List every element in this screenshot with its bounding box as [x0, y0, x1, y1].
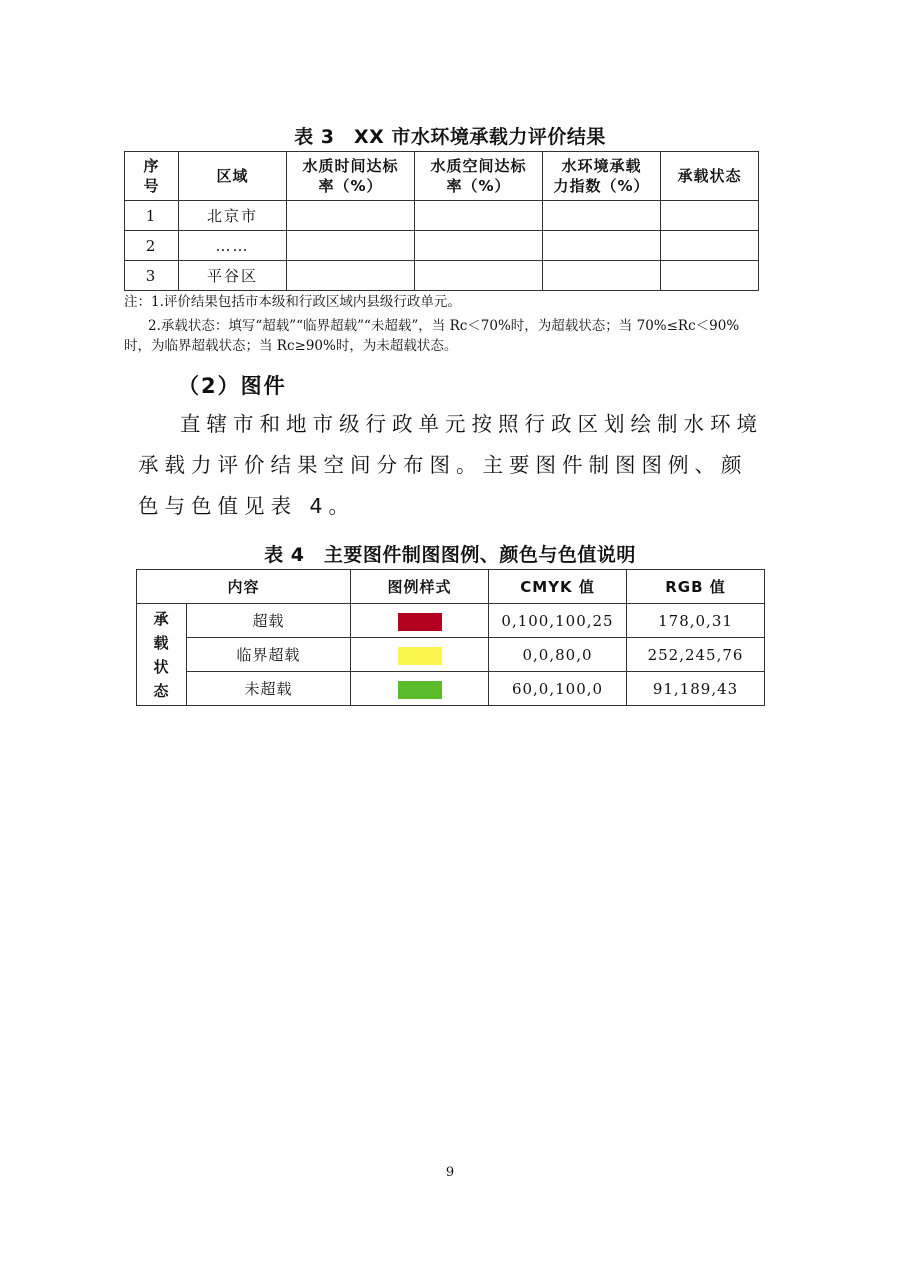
section-heading: （2）图件: [178, 374, 287, 398]
header-content: 内容: [137, 570, 351, 604]
cell-legend: [351, 604, 489, 638]
cell-label: 未超载: [187, 672, 351, 706]
header-legend-style: 图例样式: [351, 570, 489, 604]
cell-region: ……: [179, 231, 287, 261]
table-row: [125, 231, 759, 261]
table-row: [125, 261, 759, 291]
header-status: 承载状态: [661, 152, 759, 201]
cell-cmyk: 60,0,100,0: [489, 672, 627, 706]
cell-status: [661, 201, 759, 231]
cell-time-rate: [287, 201, 415, 231]
group-label-capacity-status: 承 载 状 态: [137, 604, 187, 706]
overload-color-swatch: [398, 613, 442, 631]
cell-legend: [351, 672, 489, 706]
header-region: 区域: [179, 152, 287, 201]
critical-overload-color-swatch: [398, 647, 442, 665]
header-space-rate: 水质空间达标 率（%）: [415, 152, 543, 201]
table-row: [137, 672, 765, 706]
not-overloaded-color-swatch: [398, 681, 442, 699]
header-seq: 序 号: [125, 152, 179, 201]
cell-label: 超载: [187, 604, 351, 638]
body-paragraph: 直辖市和地市级行政单元按照行政区划绘制水环境承载力评价结果空间分布图。主要图件制图图例、颜色与色值见表 4。: [138, 412, 763, 518]
cell-seq: 2: [125, 231, 179, 261]
cell-space-rate: [415, 201, 543, 231]
cell-region: 平谷区: [179, 261, 287, 291]
cell-capacity-index: [543, 201, 661, 231]
table3-note-1: 注：1.评价结果包括市本级和行政区域内县级行政单元。: [124, 294, 461, 310]
evaluation-results-table: [124, 151, 759, 291]
table4-caption: 表 4 主要图件制图图例、颜色与色值说明: [264, 544, 636, 566]
page-number: 9: [445, 1165, 455, 1180]
header-rgb: RGB 值: [627, 570, 765, 604]
table-row: [137, 604, 765, 638]
table-header-row: [125, 152, 759, 201]
cell-time-rate: [287, 231, 415, 261]
cell-space-rate: [415, 231, 543, 261]
cell-cmyk: 0,100,100,25: [489, 604, 627, 638]
cell-seq: 1: [125, 201, 179, 231]
header-cmyk: CMYK 值: [489, 570, 627, 604]
cell-rgb: 178,0,31: [627, 604, 765, 638]
cell-cmyk: 0,0,80,0: [489, 638, 627, 672]
cell-space-rate: [415, 261, 543, 291]
table-row: [125, 201, 759, 231]
table3-note-2: 2.承载状态：填写“超载”“临界超载”“未超载”，当 Rc＜70%时，为超载状态；当 70%≤Rc＜90%时，为临界超载状态；当 Rc≥90%时，为未超载状态。: [124, 318, 740, 354]
header-time-rate: 水质时间达标 率（%）: [287, 152, 415, 201]
cell-rgb: 252,245,76: [627, 638, 765, 672]
cell-capacity-index: [543, 231, 661, 261]
legend-color-table: [136, 569, 765, 706]
cell-region: 北京市: [179, 201, 287, 231]
cell-status: [661, 231, 759, 261]
cell-label: 临界超载: [187, 638, 351, 672]
cell-seq: 3: [125, 261, 179, 291]
header-capacity-index: 水环境承载 力指数（%）: [543, 152, 661, 201]
cell-legend: [351, 638, 489, 672]
table3-caption: 表 3 XX 市水环境承载力评价结果: [294, 126, 606, 148]
cell-time-rate: [287, 261, 415, 291]
cell-status: [661, 261, 759, 291]
cell-rgb: 91,189,43: [627, 672, 765, 706]
table-row: [137, 638, 765, 672]
cell-capacity-index: [543, 261, 661, 291]
table-header-row: [137, 570, 765, 604]
